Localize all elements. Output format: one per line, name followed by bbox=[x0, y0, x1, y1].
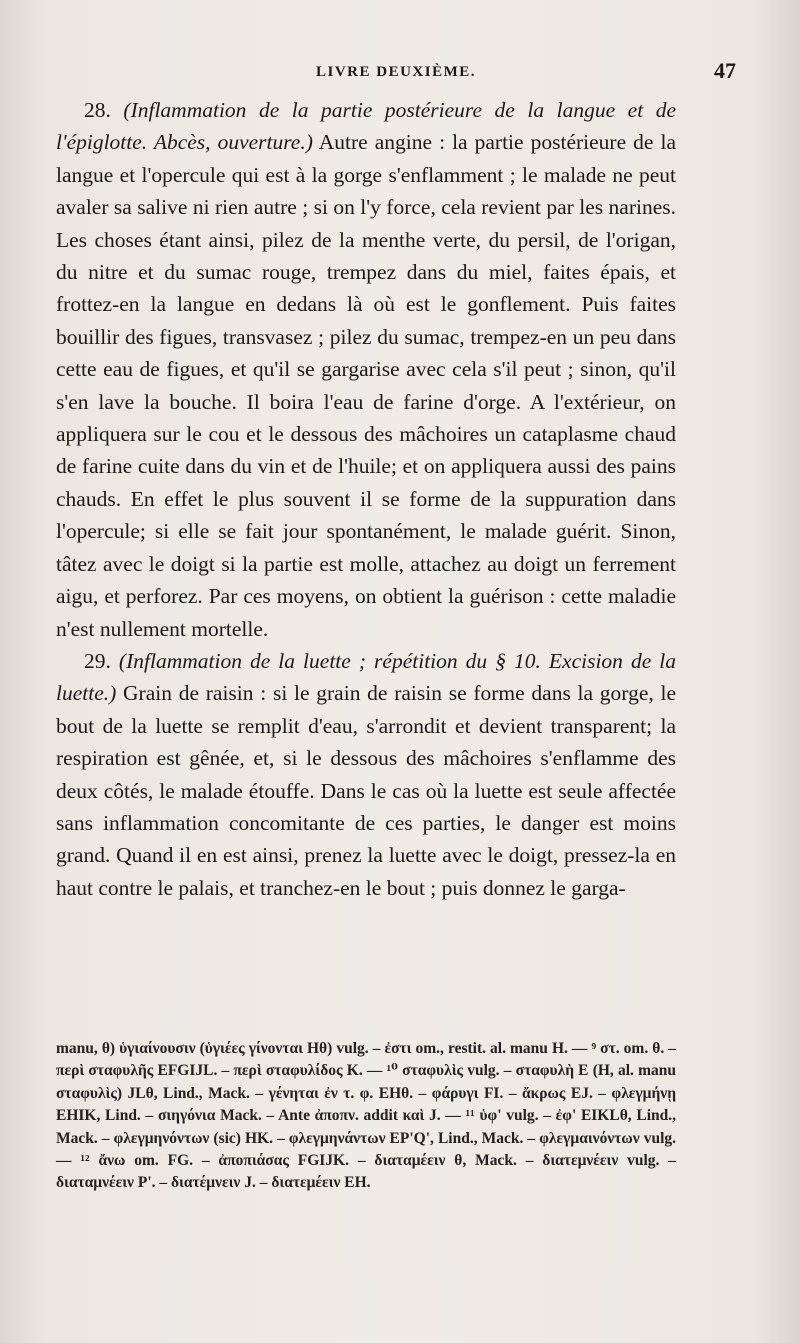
main-text bbox=[56, 94, 676, 904]
section-number: 28. bbox=[84, 98, 111, 122]
section-title: (Inflammation de la luette ; répétition du § 10. Excision de la luette.) bbox=[56, 648, 677, 706]
footnote-text: manu, θ) ὑγιαίνουσιν (ὑγιέες γίνονται Hθ) vulg. – ἐστι om., restit. al. manu H. — ⁹ στ. om. θ. – περὶ σταφυλῆς EFGIJL. – περὶ σταφυλίδος K. — ¹⁰ σταφυλὶς vulg. – σταφυλὴ E (H, al. manu σταφυλὶς) JLθ, Lind., Mack. – γένηται ἐν τ. φ. EHθ. – φάρυγι FI. – ἄκρως EJ. – φλεγμήνῃ EHIK, Lind. – σιηγόνια Mack. – Ante ἀποπν. addit καὶ J. — ¹¹ ὑφ' vulg. – ἐφ' EIKLθ, Lind., Mack. – φλεγμηνόντων (sic) HK. – φλεγμηνάντων EP'Q', Lind., Mack. – φλεγμαινόντων vulg. — ¹² ἄνω om. FG. – ἀποπιάσας FGIJK. – διαταμέειν θ, Mack. – διατεμνέειν vulg. – διαταμνέειν P'. – διατέμνειν J. – διατεμέειν EH. bbox=[56, 1040, 676, 1192]
section-number: 29. bbox=[84, 648, 111, 673]
page-header bbox=[56, 58, 736, 86]
footnotes bbox=[56, 1038, 676, 1195]
section-title: (Inflammation de la partie postérieure de la langue et de l'épiglotte. Abcès, ouverture.) bbox=[56, 98, 677, 155]
page-number: 47 bbox=[714, 58, 736, 83]
section-body: Grain de raisin : si le grain de raisin se forme dans la gorge, le bout de la luette se remplit d'eau, s'arrondit et devient transparent; la respiration est gênée, et, si le dessous des mâchoires s'enflamme des deux côtés, le malade étouffe. Dans le cas où la luette est seule affectée sans inflammation concomitante de ces parties, le danger est moins grand. Quand il en est ainsi, prenez la luette avec le doigt, pressez-la en haut contre le palais, et tranchez-en le bout ; puis donnez le garga- bbox=[56, 681, 676, 900]
section-body: Autre angine : la partie postérieure de la langue et l'opercule qui est à la gorge s'enflamment ; le malade ne peut avaler sa salive ni rien autre ; si on l'y force, cela revient par les narines. Les choses étant ainsi, pilez de la menthe verte, du persil, de l'origan, du nitre et du sumac rouge, trempez dans du miel, faites épais, et frottez-en la langue en dedans là où est le gonflement. Puis faites bouillir des figues, transvasez ; pilez du sumac, trempez-en un peu dans cette eau de figues, et qu'il se gargarise avec cela s'il peut ; sinon, qu'il s'en lave la bouche. Il boira l'eau de farine d'orge. A l'extérieur, on appliquera sur le cou et le dessous des mâchoires un cataplasme chaud de farine cuite dans du vin et de l'huile; et on appliquera aussi des pains chauds. En effet le plus souvent il se forme de la suppuration dans l'opercule; si elle se fait jour spontanément, le malade guérit. Sinon, tâtez avec le doigt si la partie est molle, attachez au doigt un ferrement aigu, et perforez. Par ces moyens, on obtient la guérison : cette maladie n'est nullement mortelle. bbox=[56, 130, 676, 641]
running-title: LIVRE DEUXIÈME. bbox=[315, 64, 477, 80]
section-28 bbox=[56, 94, 676, 645]
section-29 bbox=[56, 645, 676, 904]
